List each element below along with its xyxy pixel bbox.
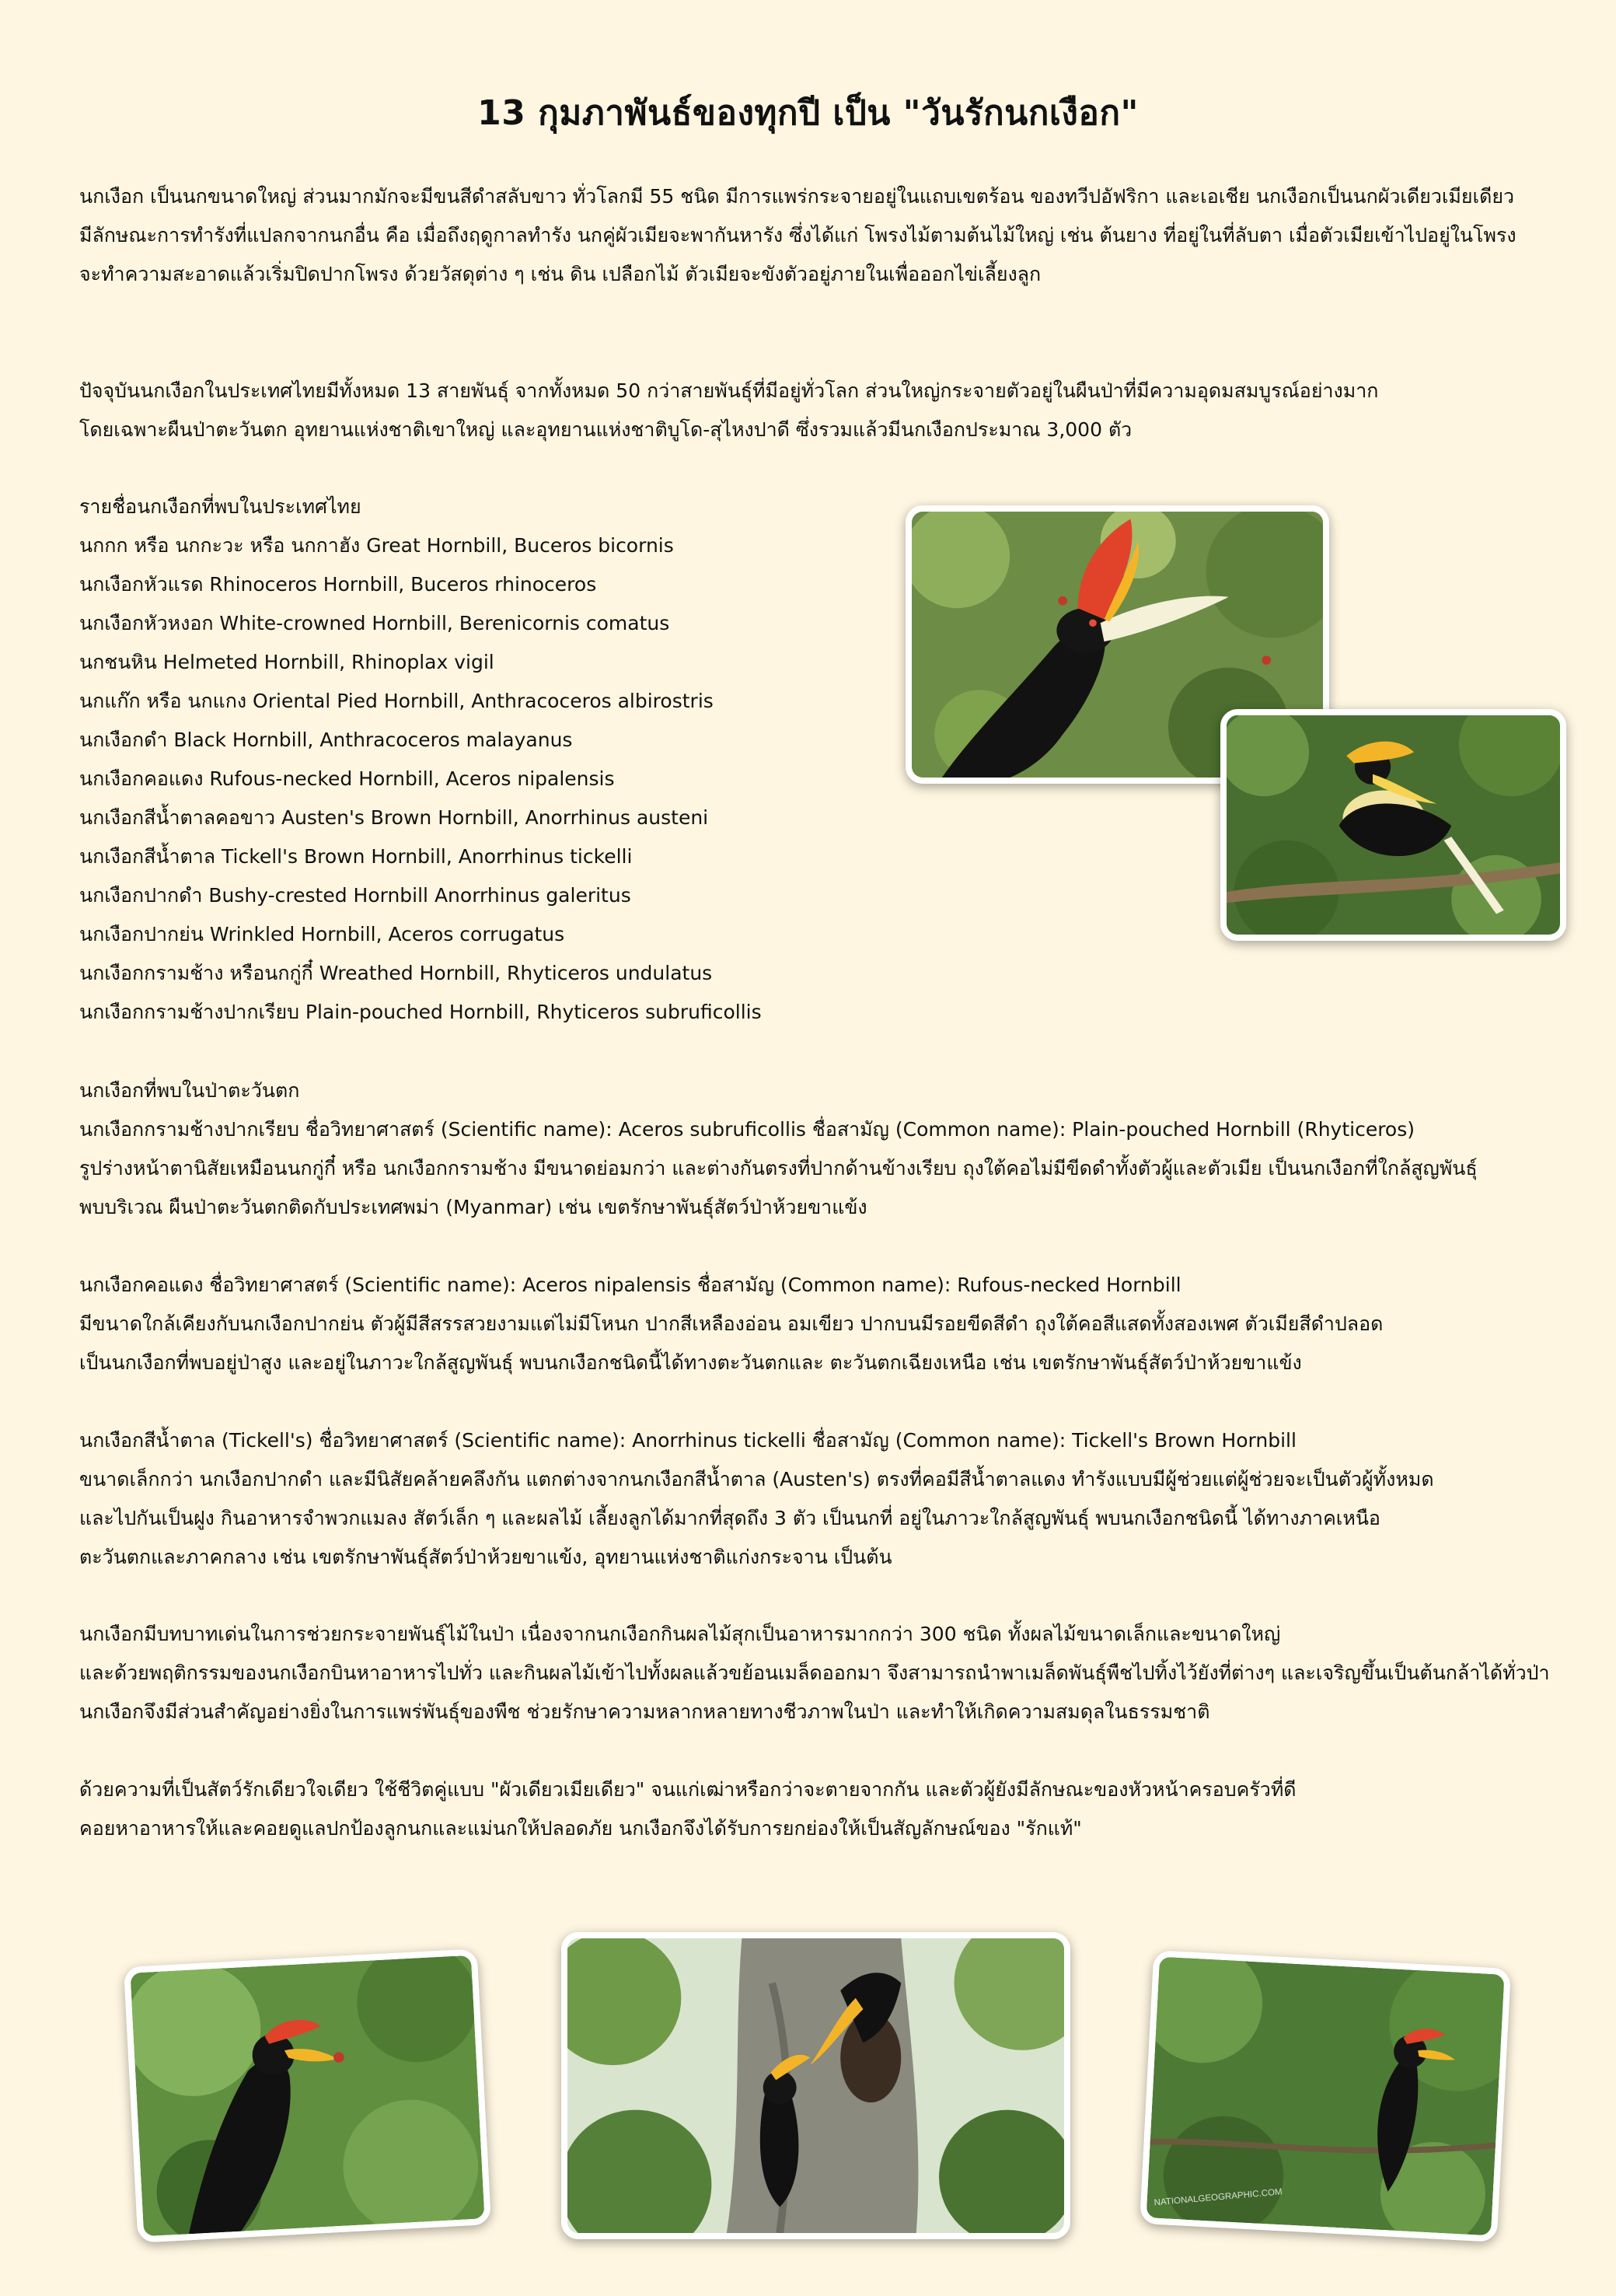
thailand-line: โดยเฉพาะผืนป่าตะวันตก อุทยานแห่งชาติเขาใหญ่ และอุทยานแห่งชาติบูโด-สุไหงปาดี ซึ่งรวมแล้วมีนกเงือกประมาณ 3,000 ตัว: [79, 418, 1133, 441]
list-item: นกเงือกดำ Black Hornbill, Anthracoceros malayanus: [79, 729, 573, 751]
list-item: นกเงือกสีน้ำตาล Tickell's Brown Hornbill, Anorrhinus tickelli: [79, 845, 633, 868]
love-line: ด้วยความที่เป็นสัตว์รักเดียวใจเดียว ใช้ชีวิตคู่แบบ "ผัวเดียวเมียเดียว" จนแก่เฒ่าหรือกว่าจะตายจากกัน และตัวผู้ยังมีลักษณะของหัวหน้าครอบครัวที่ดี: [79, 1778, 1297, 1801]
role-paragraph: [79, 1615, 1572, 1732]
tickells-line: ขนาดเล็กกว่า นกเงือกปากดำ และมีนิสัยคล้ายคลึงกัน แตกต่างจากนกเงือกสีน้ำตาล (Austen's) ตรงที่คอมีสีน้ำตาลแดง ทำรังแบบมีผู้ช่วยแต่ผู้ช่วยจะเป็นตัวผู้ทั้งหมด: [79, 1468, 1434, 1490]
list-item: นกชนหิน Helmeted Hornbill, Rhinoplax vigil: [79, 651, 494, 673]
role-line: นกเงือกมีบทบาทเด่นในการช่วยกระจายพันธุ์ไม้ในป่า เนื่องจากนกเงือกกินผลไม้สุกเป็นอาหารมากกว่า 300 ชนิด ทั้งผลไม้ขนาดเล็กและขนาดใหญ่: [79, 1623, 1281, 1645]
western-forest-line: นกเงือกกรามช้างปากเรียบ ชื่อวิทยาศาสตร์ (Scientific name): Aceros subruficollis ชื่อสามัญ (Common name): Plain-pouched Hornbill (Rhyticeros): [79, 1118, 1415, 1141]
role-line: นกเงือกจึงมีส่วนสำคัญอย่างยิ่งในการแพร่พันธุ์ของพืช ช่วยรักษาความหลากหลายทางชีวภาพในป่า และทำให้เกิดความสมดุลในธรรมชาติ: [79, 1700, 1210, 1723]
species-list-heading: รายชื่อนกเงือกที่พบในประเทศไทย: [79, 495, 361, 518]
hornbill-photo-4: [561, 1932, 1070, 2239]
intro-line: นกเงือก เป็นนกขนาดใหญ่ ส่วนมากมักจะมีขนสีดำสลับขาว ทั่วโลกมี 55 ชนิด มีการแพร่กระจายอยู่ในแถบเขตร้อน ของทวีปอัฟริกา และเอเชีย นกเงือกเป็นนกผัวเดียวเมียเดียว: [79, 185, 1515, 208]
thailand-paragraph: [79, 372, 1572, 449]
rufous-necked-line: นกเงือกคอแดง ชื่อวิทยาศาสตร์ (Scientific name): Aceros nipalensis ชื่อสามัญ (Common name): Rufous-necked Hornbill: [79, 1274, 1181, 1296]
page-title: 13 กุมภาพันธ์ของทุกปี เป็น "วันรักนกเงือก": [477, 93, 1139, 133]
love-paragraph: [79, 1770, 1572, 1848]
list-item: นกเงือกหัวแรด Rhinoceros Hornbill, Buceros rhinoceros: [79, 573, 597, 596]
role-line: และด้วยพฤติกรรมของนกเงือกบินหาอาหารไปทั่ว และกินผลไม้เข้าไปทั้งผลแล้วขย้อนเมล็ดออกมา จึงสามารถนำพาเมล็ดพันธุ์พืชไปทิ้งไว้ยังที่ต่างๆ และเจริญขึ้นเป็นต้นกล้าได้ทั่วป่า: [79, 1662, 1550, 1684]
list-item: นกเงือกปากดำ Bushy-crested Hornbill Anorrhinus galeritus: [79, 884, 631, 907]
photo-watermark: NATIONALGEOGRAPHIC.COM: [1154, 2187, 1283, 2208]
love-line: คอยหาอาหารให้และคอยดูแลปกป้องลูกนกและแม่นกให้ปลอดภัย นกเงือกจึงได้รับการยกย่องให้เป็นสัญลักษณ์ของ "รักแท้": [79, 1817, 1082, 1840]
hornbill-photo-5: [1140, 1950, 1511, 2242]
list-item: นกเงือกกรามช้างปากเรียบ Plain-pouched Hornbill, Rhyticeros subruficollis: [79, 1001, 762, 1023]
hornbill-photo-2: [1220, 709, 1566, 941]
list-item: นกเงือกกรามช้าง หรือนกกู่กี๋ Wreathed Hornbill, Rhyticeros undulatus: [79, 962, 713, 984]
hornbill-photo-3: [124, 1948, 491, 2242]
intro-line: จะทำความสะอาดแล้วเริ่มปิดปากโพรง ด้วยวัสดุต่าง ๆ เช่น ดิน เปลือกไม้ ตัวเมียจะขังตัวอยู่ภายในเพื่อออกไข่เลี้ยงลูก: [79, 263, 1042, 285]
intro-paragraph: [79, 177, 1572, 294]
species-list: [79, 488, 762, 1032]
list-item: นกเงือกปากย่น Wrinkled Hornbill, Aceros corrugatus: [79, 923, 565, 945]
list-item: นกกก หรือ นกกะวะ หรือ นกกาฮัง Great Hornbill, Buceros bicornis: [79, 534, 674, 557]
list-item: นกแก๊ก หรือ นกแกง Oriental Pied Hornbill, Anthracoceros albirostris: [79, 690, 714, 712]
tickells-line: และไปกันเป็นฝูง กินอาหารจำพวกแมลง สัตว์เล็ก ๆ และผลไม้ เลี้ยงลูกได้มากที่สุดถึง 3 ตัว เป็นนกที่ อยู่ในภาวะใกล้สูญพันธุ์ พบนกเงือกชนิดนี้ ได้ทางภาคเหนือ: [79, 1507, 1380, 1529]
western-forest-line: รูปร่างหน้าตานิสัยเหมือนนกกู่กี๋ หรือ นกเงือกกรามช้าง มีขนาดย่อมกว่า และต่างกันตรงที่ปากด้านข้างเรียบ ถุงใต้คอไม่มีขีดดำทั้งตัวผู้และตัวเมีย เป็นนกเงือกที่ใกล้สูญพันธุ์: [79, 1157, 1478, 1179]
thailand-line: ปัจจุบันนกเงือกในประเทศไทยมีทั้งหมด 13 สายพันธุ์ จากทั้งหมด 50 กว่าสายพันธุ์ที่มีอยู่ทั่วโลก ส่วนใหญ่กระจายตัวอยู่ในผืนป่าที่มีความอุดมสมบูรณ์อย่างมาก: [79, 379, 1379, 402]
list-item: นกเงือกสีน้ำตาลคอขาว Austen's Brown Hornbill, Anorrhinus austeni: [79, 806, 709, 829]
tickells-line: ตะวันตกและภาคกลาง เช่น เขตรักษาพันธุ์สัตว์ป่าห้วยขาแข้ง, อุทยานแห่งชาติแก่งกระจาน เป็นต้น: [79, 1546, 892, 1568]
list-item: นกเงือกคอแดง Rufous-necked Hornbill, Aceros nipalensis: [79, 767, 615, 790]
western-forest-line: พบบริเวณ ผืนป่าตะวันตกติดกับประเทศพม่า (Myanmar) เช่น เขตรักษาพันธุ์สัตว์ป่าห้วยขาแข้ง: [79, 1196, 867, 1218]
intro-line: มีลักษณะการทำรังที่แปลกจากนกอื่น คือ เมื่อถึงฤดูกาลทำรัง นกคู่ผัวเมียจะพากันหารัง ซึ่งได้แก่ โพรงไม้ตามต้นไม้ใหญ่ เช่น ต้นยาง ที่อยู่ในที่ลับตา เมื่อตัวเมียเข้าไปอยู่ในโพรง: [79, 224, 1517, 246]
tickells-paragraph: [79, 1421, 1572, 1577]
western-forest-section: [79, 1071, 1572, 1227]
list-item: นกเงือกหัวหงอก White-crowned Hornbill, Berenicornis comatus: [79, 612, 670, 634]
tickells-line: นกเงือกสีน้ำตาล (Tickell's) ชื่อวิทยาศาสตร์ (Scientific name): Anorrhinus tickelli ชื่อสามัญ (Common name): Tickell's Brown Hornbill: [79, 1429, 1297, 1452]
rufous-necked-paragraph: [79, 1266, 1572, 1382]
rufous-necked-line: มีขนาดใกล้เคียงกับนกเงือกปากย่น ตัวผู้มีสีสรรสวยงามแต่ไม่มีโหนก ปากสีเหลืองอ่อน อมเขียว ปากบนมีรอยขีดสีดำ ถุงใต้คอสีแสดทั้งสองเพศ ตัวเมียสีดำปลอด: [79, 1312, 1384, 1335]
rufous-necked-line: เป็นนกเงือกที่พบอยู่ป่าสูง และอยู่ในภาวะใกล้สูญพันธุ์ พบนกเงือกชนิดนี้ได้ทางตะวันตกและ ตะวันตกเฉียงเหนือ เช่น เขตรักษาพันธุ์สัตว์ป่าห้วยขาแข้ง: [79, 1351, 1302, 1374]
western-forest-heading: นกเงือกที่พบในป่าตะวันตก: [79, 1079, 300, 1102]
